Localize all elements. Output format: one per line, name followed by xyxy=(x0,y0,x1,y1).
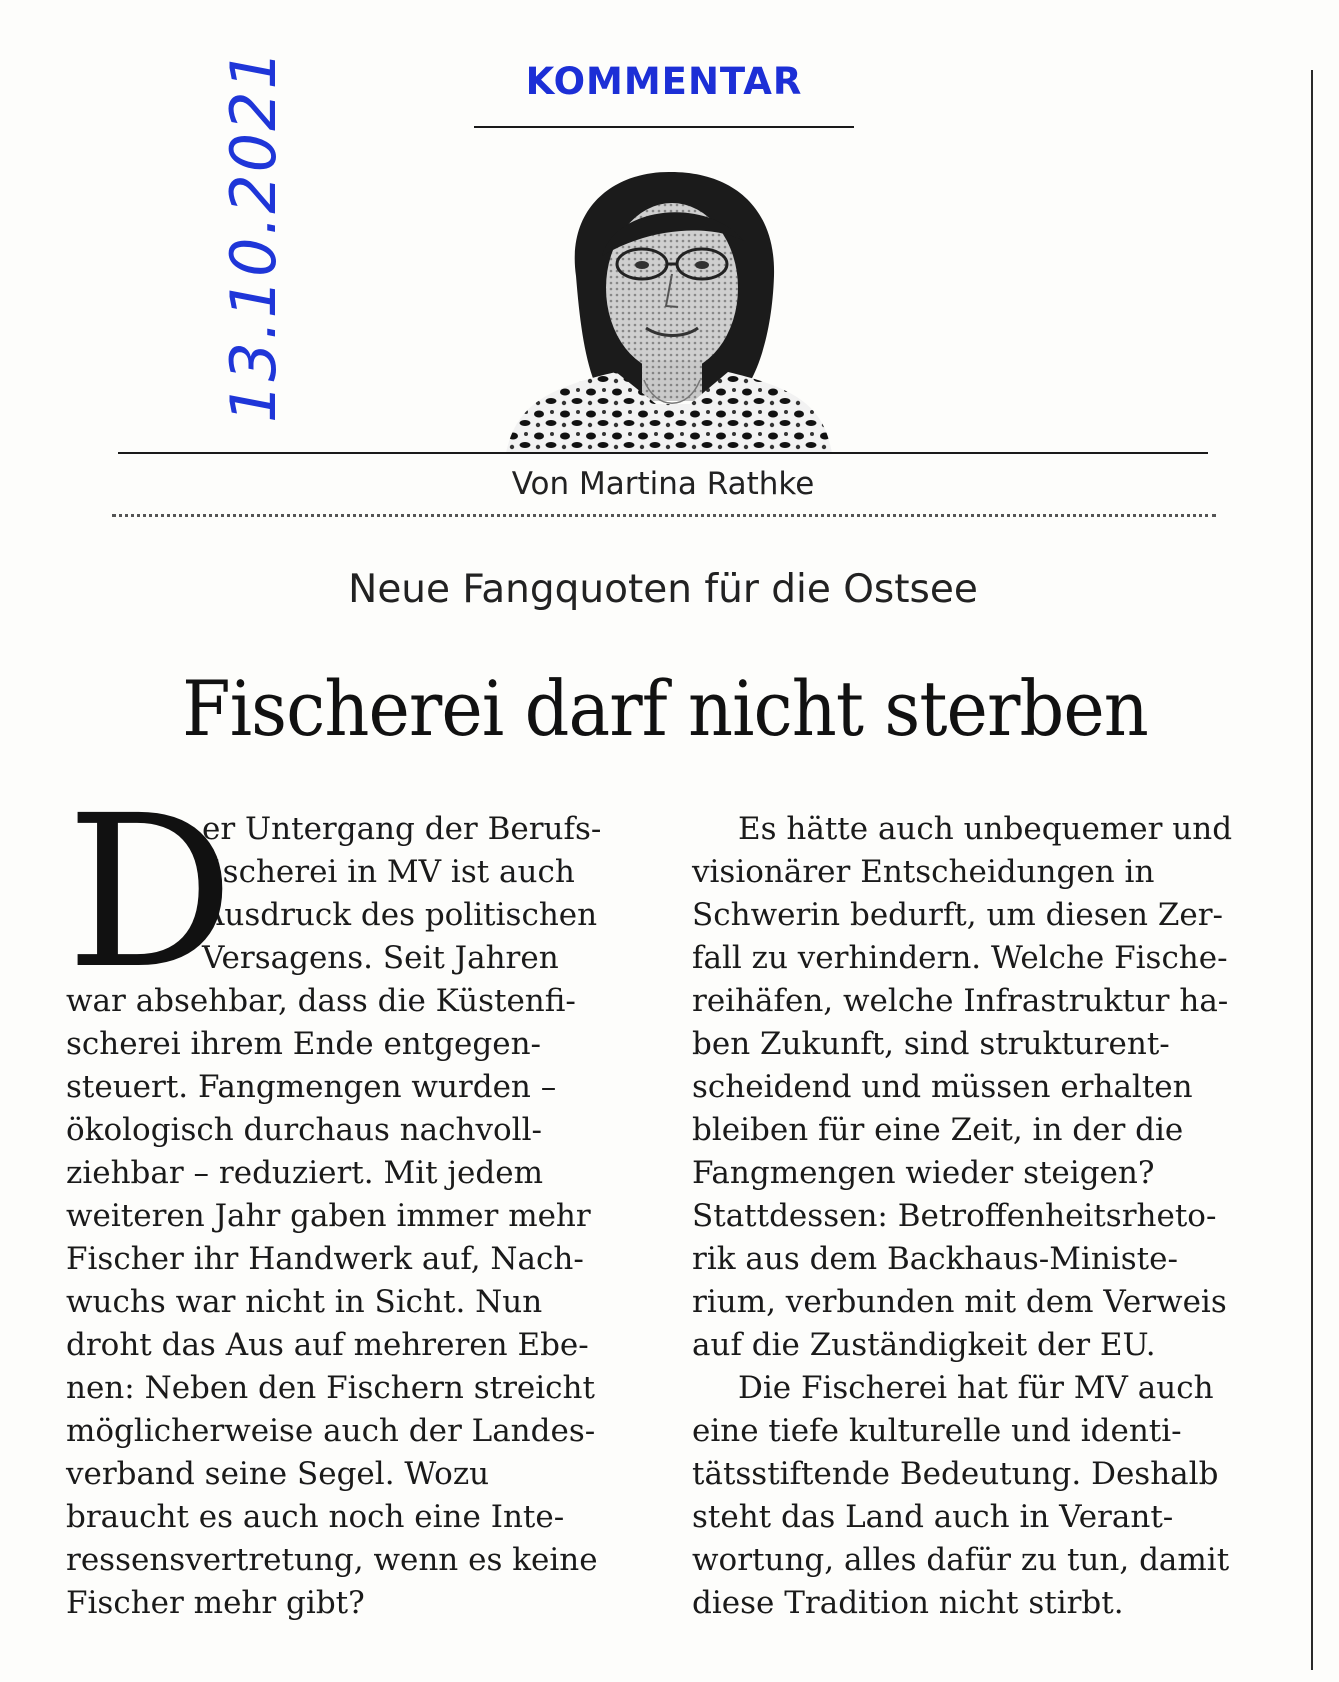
text-line: verband seine Segel. Wozu xyxy=(66,1456,490,1492)
text-line: Fischer ihr Handwerk auf, Nach- xyxy=(66,1241,584,1277)
text-line: Schwerin bedurft, um diesen Zer- xyxy=(692,897,1224,933)
text-line: ben Zukunft, sind strukturent- xyxy=(692,1026,1170,1062)
text-line: bleiben für eine Zeit, in der die xyxy=(692,1112,1184,1148)
text-line: eine tiefe kulturelle und identi- xyxy=(692,1413,1182,1449)
text-line: weiteren Jahr gaben immer mehr xyxy=(66,1198,591,1234)
text-line: braucht es auch noch eine Inte- xyxy=(66,1499,565,1535)
handwritten-date: 13.10.2021 xyxy=(217,48,290,423)
text-line: tätsstiftende Bedeutung. Deshalb xyxy=(692,1456,1219,1492)
text-line: scheidend und müssen erhalten xyxy=(692,1069,1193,1105)
kicker-underline xyxy=(474,126,854,128)
text-line: Versagens. Seit Jahren xyxy=(202,940,559,976)
byline-dotted-rule xyxy=(112,514,1216,517)
text-line: möglicherweise auch der Landes- xyxy=(66,1413,596,1449)
text-line: Stattdessen: Betroffenheitsrheto- xyxy=(692,1198,1217,1234)
text-line: Es hätte auch unbequemer und xyxy=(738,811,1233,847)
article-headline: Fischerei darf nicht sterben xyxy=(182,664,1148,753)
text-line: fall zu verhindern. Welche Fische- xyxy=(692,940,1228,976)
article-column-1 xyxy=(66,770,646,1625)
text-line: scherei ihrem Ende entgegen- xyxy=(66,1026,542,1062)
text-line: ökologisch durchaus nachvoll- xyxy=(66,1112,542,1148)
drop-cap: D xyxy=(66,770,235,1015)
author-portrait xyxy=(506,166,832,453)
text-line: steuert. Fangmengen wurden – xyxy=(66,1069,557,1105)
text-line: auf die Zuständigkeit der EU. xyxy=(692,1327,1156,1363)
text-line: rik aus dem Backhaus-Ministe- xyxy=(692,1241,1178,1277)
text-line: ressensvertretung, wenn es keine xyxy=(66,1542,598,1578)
text-line: rium, verbunden mit dem Verweis xyxy=(692,1284,1227,1320)
text-line: diese Tradition nicht stirbt. xyxy=(692,1585,1124,1621)
byline-top-rule xyxy=(118,452,1208,454)
text-line: steht das Land auch in Verant- xyxy=(692,1499,1174,1535)
text-line: Fangmengen wieder steigen? xyxy=(692,1155,1155,1191)
author-byline: Von Martina Rathke xyxy=(511,466,815,502)
text-line: Ausdruck des politischen xyxy=(202,897,598,933)
text-line: Die Fischerei hat für MV auch xyxy=(738,1370,1214,1406)
text-line: droht das Aus auf mehreren Ebe- xyxy=(66,1327,589,1363)
text-line: war absehbar, dass die Küstenfi- xyxy=(66,983,576,1019)
text-line: fischerei in MV ist auch xyxy=(202,854,575,890)
article-column-2 xyxy=(692,808,1282,1625)
text-line: ziehbar – reduziert. Mit jedem xyxy=(66,1155,543,1191)
text-line: nen: Neben den Fischern streicht xyxy=(66,1370,595,1406)
column-divider-rule xyxy=(1311,70,1313,1670)
text-line: reihäfen, welche Infrastruktur ha- xyxy=(692,983,1229,1019)
text-line: er Untergang der Berufs- xyxy=(202,811,602,847)
article-subheadline: Neue Fangquoten für die Ostsee xyxy=(348,567,978,612)
section-kicker: KOMMENTAR xyxy=(525,60,803,103)
text-line: wortung, alles dafür zu tun, damit xyxy=(692,1542,1230,1578)
text-line: visionärer Entscheidungen in xyxy=(692,854,1155,890)
text-line: Fischer mehr gibt? xyxy=(66,1585,365,1621)
text-line: wuchs war nicht in Sicht. Nun xyxy=(66,1284,543,1320)
